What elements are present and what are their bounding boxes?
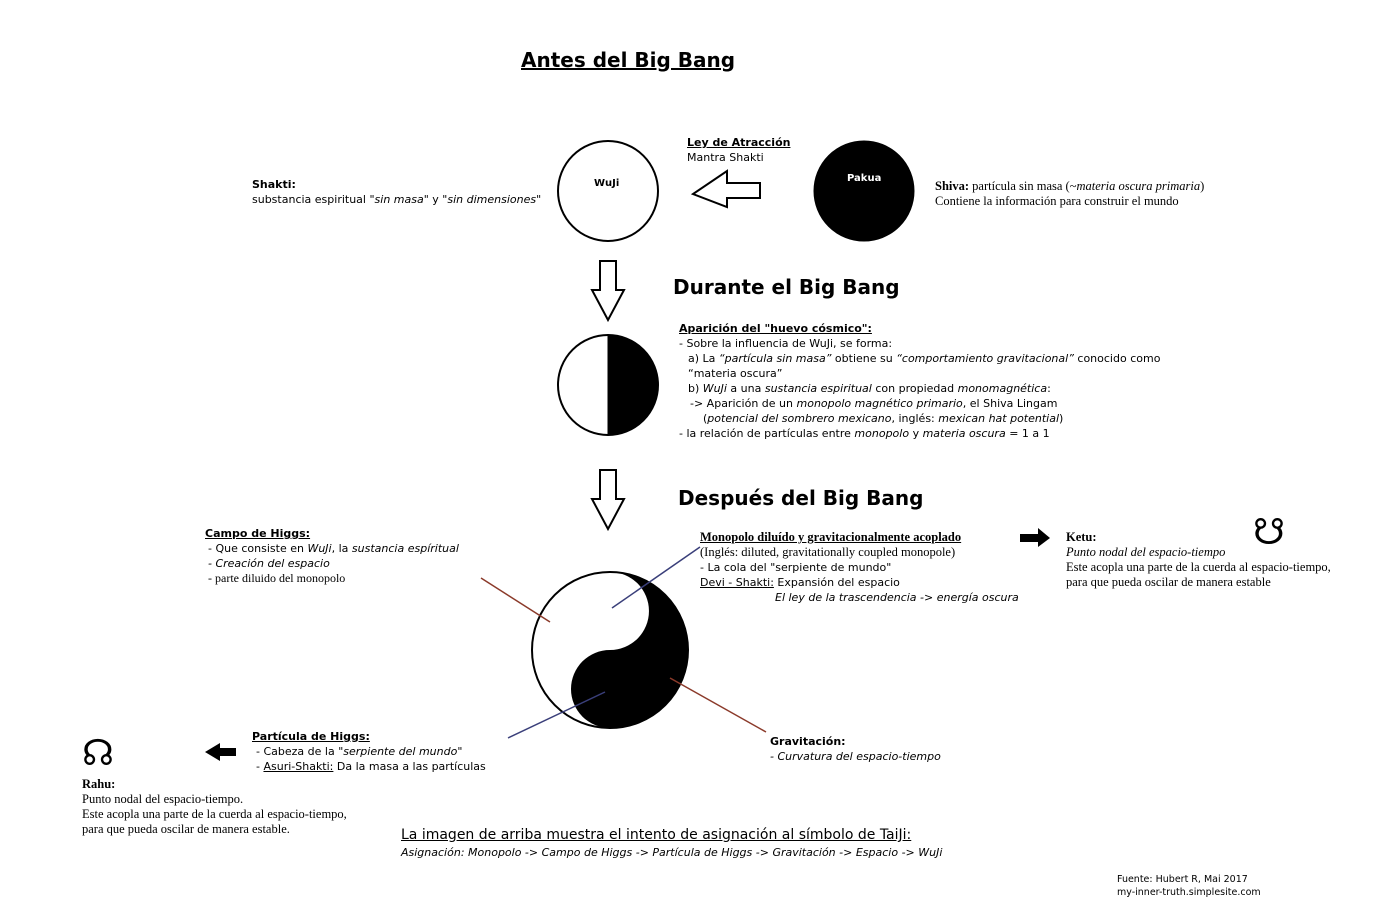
rahu-line3: para que pueda oscilar de manera estable. <box>82 822 290 836</box>
source-line2: my-inner-truth.simplesite.com <box>1117 887 1261 898</box>
down-arrow-2 <box>592 470 624 529</box>
attraction-block <box>687 135 790 165</box>
caption-sub: Asignación: Monopolo -> Campo de Higgs -> Partícula de Higgs -> Gravitación -> Espacio -> WuJi <box>401 846 943 859</box>
title-during: Durante el Big Bang <box>673 275 900 299</box>
ketu-line3: para que pueda oscilar de manera estable <box>1066 575 1271 589</box>
higgs-field-heading: Campo de Higgs: <box>205 527 311 540</box>
egg-line5: -> Aparición de un monopolo magnético primario, el Shiva Lingam <box>690 397 1058 410</box>
egg-line6: (potencial del sombrero mexicano, inglés: mexican hat potential) <box>703 412 1064 425</box>
down-arrow-1 <box>592 261 624 320</box>
ketu-line2: Este acopla una parte de la cuerda al espacio-tiempo, <box>1066 560 1331 574</box>
higgs-field-line1: - Que consiste en WuJi, la sustancia espíritual <box>208 542 459 555</box>
gravitation-line <box>670 678 766 732</box>
egg-line1: - Sobre la influencia de WuJi, se forma: <box>679 337 893 350</box>
taiji-symbol <box>532 572 688 728</box>
monopole-block <box>700 530 1019 605</box>
monopole-line1: (Inglés: diluted, gravitationally coupled monopole) <box>700 545 956 559</box>
attraction-sub: Mantra Shakti <box>687 151 764 164</box>
ketu-symbol-icon: ☋ <box>1253 512 1285 552</box>
monopole-line4: El ley de la trascendencia -> energía oscura <box>775 591 1019 604</box>
egg-line4: b) WuJi a una sustancia espiritual con propiedad monomagnética: <box>688 382 1051 395</box>
shakti-heading: Shakti: <box>252 178 296 191</box>
source-block <box>1117 873 1261 899</box>
shiva-line2: Contiene la información para construir el mundo <box>935 194 1179 208</box>
pakua-label: Pakua <box>847 173 882 184</box>
shiva-line1: Shiva: partícula sin masa (~materia oscura primaria) <box>935 179 1205 193</box>
monopole-line2: - La cola del "serpiente de mundo" <box>700 561 892 574</box>
egg-line3: “materia oscura” <box>688 367 783 380</box>
ketu-block <box>1066 530 1331 590</box>
higgs-field-block <box>205 526 459 586</box>
rahu-heading: Rahu: <box>82 777 116 791</box>
higgs-field-line <box>481 578 550 622</box>
rahu-block <box>82 777 347 837</box>
gravitation-heading: Gravitación: <box>770 735 846 748</box>
higgs-particle-line2: - Asuri-Shakti: Da la masa a las partículas <box>256 760 486 773</box>
shakti-block <box>252 177 541 207</box>
rahu-line1: Punto nodal del espacio-tiempo. <box>82 792 244 806</box>
higgs-particle-line1: - Cabeza de la "serpiente del mundo" <box>256 745 463 758</box>
monopole-heading: Monopolo diluído y gravitacionalmente acoplado <box>700 530 962 544</box>
egg-heading: Aparición del "huevo cósmico": <box>679 322 872 335</box>
rahu-symbol-icon: ☊ <box>82 733 114 773</box>
higgs-field-line2: - Creación del espacio <box>208 557 330 570</box>
ketu-line1: Punto nodal del espacio-tiempo <box>1066 545 1226 559</box>
shiva-block <box>935 179 1204 209</box>
ketu-arrow-icon <box>1020 528 1050 547</box>
attraction-heading: Ley de Atracción <box>687 136 791 149</box>
cosmic-egg-block <box>679 321 1160 441</box>
rahu-line2: Este acopla una parte de la cuerda al espacio-tiempo, <box>82 807 347 821</box>
wuji-circle <box>558 141 658 241</box>
higgs-field-line3: - parte diluido del monopolo <box>208 571 346 585</box>
shakti-text: substancia espiritual "sin masa" y "sin dimensiones" <box>252 193 542 206</box>
title-before: Antes del Big Bang <box>521 48 736 72</box>
attraction-arrow <box>693 171 760 207</box>
gravitation-block <box>770 734 941 764</box>
ketu-heading: Ketu: <box>1066 530 1097 544</box>
caption-main: La imagen de arriba muestra el intento de asignación al símbolo de TaiJi: <box>401 827 912 843</box>
pakua-circle <box>814 141 914 241</box>
source-line1: Fuente: Hubert R, Mai 2017 <box>1117 874 1248 885</box>
wuji-label: WuJi <box>594 178 620 189</box>
title-after: Después del Big Bang <box>678 486 924 510</box>
cosmic-egg-circle <box>558 335 658 435</box>
higgs-particle-block <box>252 729 486 774</box>
rahu-arrow-icon <box>205 743 236 761</box>
higgs-particle-heading: Partícula de Higgs: <box>252 730 370 743</box>
monopole-line3: Devi - Shakti: Expansión del espacio <box>700 576 900 589</box>
gravitation-line1: - Curvatura del espacio-tiempo <box>770 750 941 763</box>
egg-line2: a) La “partícula sin masa” obtiene su “comportamiento gravitacional” conocido como <box>688 352 1161 365</box>
egg-line7: - la relación de partículas entre monopolo y materia oscura = 1 a 1 <box>679 427 1050 440</box>
